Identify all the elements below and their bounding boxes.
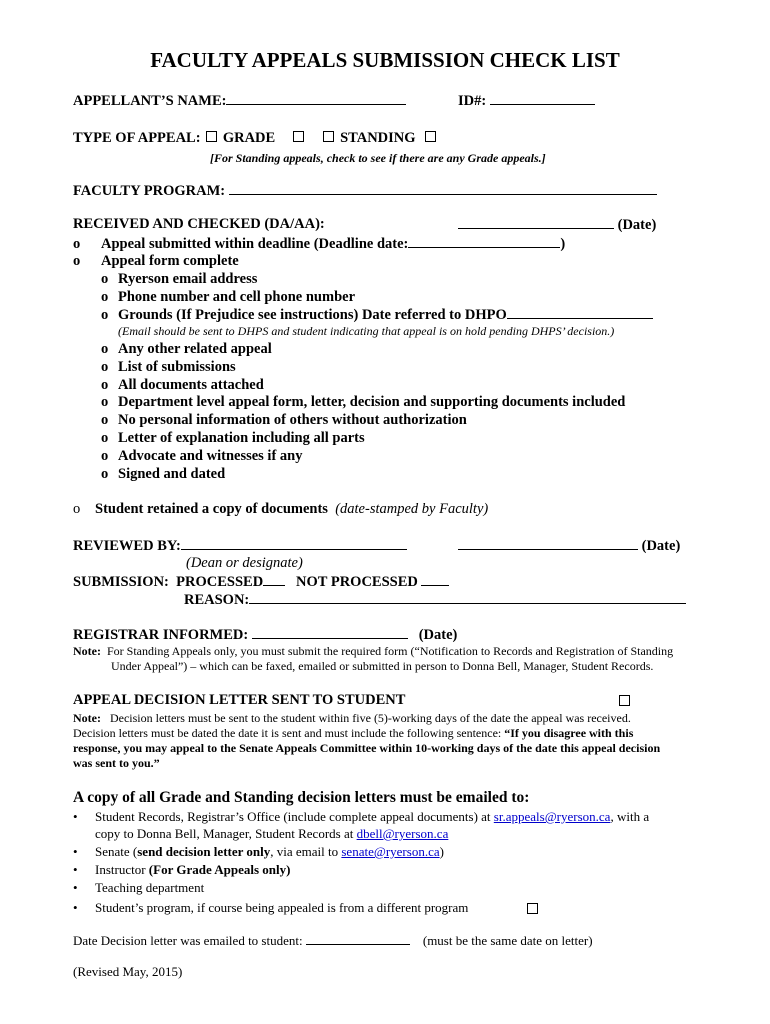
processed-field[interactable] [263, 573, 285, 586]
sub-item-submissions: o List of submissions [101, 359, 236, 375]
faculty-program-row: FACULTY PROGRAM: [73, 182, 657, 200]
sub-item-advocate: o Advocate and witnesses if any [101, 448, 303, 464]
reviewed-by-field[interactable] [181, 537, 407, 550]
decision-note-line2: Decision letters must be dated the date it is sent and must include the following sentence: “If you disagree with this [73, 726, 634, 740]
appellant-name-field[interactable] [226, 92, 406, 105]
registrar-row: REGISTRAR INFORMED: (Date) [73, 627, 458, 643]
not-processed-field[interactable] [421, 573, 449, 586]
retained-item: o Student retained a copy of documents (date-stamped by Faculty) [73, 501, 489, 517]
sub-item-department: o Department level appeal form, letter, decision and supporting documents included [101, 394, 626, 410]
sub-item-phone: o Phone number and cell phone number [101, 289, 356, 305]
decision-note-line4: was sent to you.” [73, 756, 160, 770]
email-item-student-records: • Student Records, Registrar’s Office (include complete appeal documents) at sr.appeals@ryerson.ca, with a [73, 809, 650, 824]
date-emailed-field[interactable] [306, 932, 410, 945]
program-checkbox[interactable] [525, 901, 540, 919]
type-of-appeal-note: [For Standing appeals, check to see if there are any Grade appeals.] [210, 151, 546, 165]
form-complete-item: o Appeal form complete [73, 253, 239, 269]
received-date-row: (Date) [458, 216, 656, 234]
faculty-program-field[interactable] [229, 182, 657, 195]
senate-link[interactable]: senate@ryerson.ca [341, 844, 440, 859]
revised-note: (Revised May, 2015) [73, 964, 183, 979]
email-item-program: • Student’s program, if course being appealed is from a different program [73, 900, 469, 915]
grounds-note: (Email should be sent to DHPS and student indicating that appeal is on hold pending DHPS’ decision.) [118, 324, 615, 338]
reviewed-date-field[interactable] [458, 537, 638, 550]
appellant-id-field[interactable] [490, 92, 595, 105]
standing-checkbox[interactable] [323, 131, 334, 142]
decision-letter-checkbox[interactable] [617, 693, 632, 711]
decision-note-line1: Note: Decision letters must be sent to the student within five (5)-working days of the date the appeal was received. [73, 711, 631, 725]
dhpo-date-field[interactable] [507, 306, 653, 319]
date-emailed-row: Date Decision letter was emailed to student: (must be the same date on letter) [73, 933, 593, 948]
email-item-teaching-dept: • Teaching department [73, 880, 205, 895]
appellant-name-row: APPELLANT’S NAME: [73, 92, 406, 110]
sub-item-grounds: o Grounds (If Prejudice see instructions) Date referred to DHPO [101, 306, 653, 324]
decision-letter-heading: APPEAL DECISION LETTER SENT TO STUDENT [73, 692, 406, 708]
email-item-instructor: • Instructor (For Grade Appeals only) [73, 862, 291, 877]
appellant-id-row: ID#: [458, 92, 595, 110]
sub-item-personal-info: o No personal information of others without authorization [101, 412, 467, 428]
dbell-link[interactable]: dbell@ryerson.ca [356, 826, 449, 841]
deadline-date-field[interactable] [408, 235, 560, 248]
submission-row: SUBMISSION: PROCESSED NOT PROCESSED [73, 573, 449, 591]
decision-note-line3: response, you may appeal to the Senate Appeals Committee within 10-working days of the date this appeal decision [73, 741, 661, 755]
registrar-date-field[interactable] [252, 626, 408, 639]
sub-item-signed: o Signed and dated [101, 466, 226, 482]
type-of-appeal-row: TYPE OF APPEAL: GRADE STANDING [73, 130, 438, 147]
sub-item-email: o Ryerson email address [101, 271, 258, 287]
page-title: FACULTY APPEALS SUBMISSION CHECK LIST [150, 48, 620, 72]
standing-extra-checkbox[interactable] [425, 131, 436, 142]
grade-checkbox[interactable] [206, 131, 217, 142]
reviewed-date-row: (Date) [458, 537, 680, 555]
reviewed-by-row: REVIEWED BY: [73, 537, 407, 555]
sr-appeals-link[interactable]: sr.appeals@ryerson.ca [493, 809, 611, 824]
deadline-item: o Appeal submitted within deadline (Deadline date: ) [73, 236, 566, 252]
email-item-student-records-line2: copy to Donna Bell, Manager, Student Records at dbell@ryerson.ca [95, 826, 449, 841]
received-label: RECEIVED AND CHECKED (DA/AA): [73, 216, 325, 232]
emailed-heading: A copy of all Grade and Standing decision letters must be emailed to: [73, 789, 530, 806]
reason-field[interactable] [249, 591, 686, 604]
email-item-senate: • Senate (send decision letter only, via email to senate@ryerson.ca) [73, 844, 444, 859]
received-date-field[interactable] [458, 216, 614, 229]
sub-item-related-appeal: o Any other related appeal [101, 341, 272, 357]
sub-item-letter: o Letter of explanation including all parts [101, 430, 365, 446]
registrar-note-line1: Note: For Standing Appeals only, you must submit the required form (“Notification to Records and Registration of Standing [73, 644, 674, 658]
sub-item-documents: o All documents attached [101, 377, 264, 393]
registrar-note-line2: Under Appeal”) – which can be faxed, emailed or submitted in person to Donna Bell, Manager, Student Records. [111, 659, 654, 673]
reason-row: REASON: [184, 591, 686, 609]
dean-designate-note: (Dean or designate) [186, 555, 303, 571]
grade-extra-checkbox[interactable] [293, 131, 304, 142]
